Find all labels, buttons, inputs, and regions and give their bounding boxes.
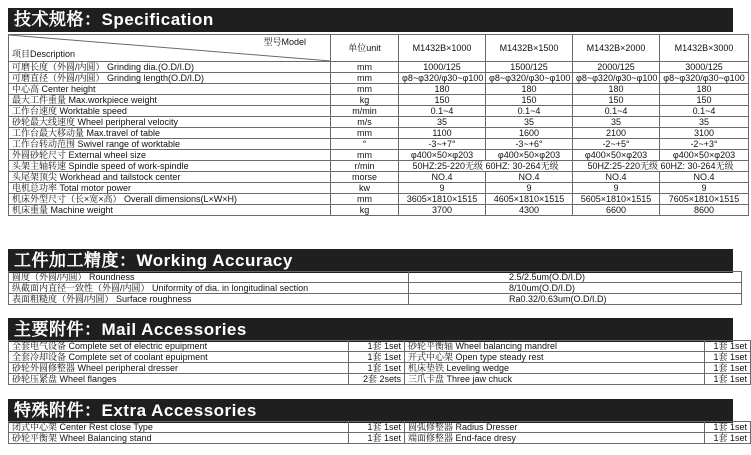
spec-description: 机床重量 Machine weight <box>9 205 331 216</box>
spec-value: 150 <box>399 95 486 106</box>
spec-unit: kg <box>331 95 399 106</box>
spec-unit: kg <box>331 205 399 216</box>
extra-section-header: 特殊附件：Extra Accessories <box>8 399 733 423</box>
accessory-right-item: 机床垫铁 Leveling wedge <box>405 363 705 374</box>
spec-value: 35 <box>660 117 749 128</box>
spec-row <box>9 95 749 106</box>
spec-value: φ400×50×φ203 <box>573 150 660 161</box>
spec-value: 35 <box>399 117 486 128</box>
spec-description: 头架主轴转速 Spindle speed of work-spindle <box>9 161 331 172</box>
spec-row <box>9 117 749 128</box>
spec-description: 可磨直径（外圆/内圆） Grinding length(O.D/I.D) <box>9 73 331 84</box>
spec-value: NO.4 <box>486 172 573 183</box>
spec-header-row <box>9 35 749 62</box>
spec-unit: m/s <box>331 117 399 128</box>
spec-table <box>8 34 749 216</box>
spec-value: NO.4 <box>573 172 660 183</box>
accessory-right-item: 砂轮平衡轴 Wheel balancing mandrel <box>405 341 705 352</box>
header-model-3: M1432B×2000 <box>573 35 660 62</box>
spec-value: 150 <box>486 95 573 106</box>
extra-accessories-table <box>8 421 751 444</box>
spec-row <box>9 194 749 205</box>
spec-unit: morse <box>331 172 399 183</box>
spec-description: 工作台转动范围 Swivel range of worktable <box>9 139 331 150</box>
spec-description: 头尾架顶尖 Workhead and tailstock center <box>9 172 331 183</box>
accuracy-value: Ra0.32/0.63um(O.D/I.D) <box>409 294 742 305</box>
accessory-right-qty: 1套 1set <box>705 352 751 363</box>
spec-row <box>9 62 749 73</box>
accuracy-value: 8/10um(O.D/I.D) <box>409 283 742 294</box>
spec-description: 可磨长度（外圆/内圆） Grinding dia.(O.D/I.D) <box>9 62 331 73</box>
spec-value: 2000/125 <box>573 62 660 73</box>
accessory-right-item: 端面修整器 End-face dresy <box>405 433 705 444</box>
spec-row <box>9 106 749 117</box>
mail-section-header: 主要附件：Mail Accessories <box>8 318 733 342</box>
accessory-left-qty: 1套 1set <box>349 422 405 433</box>
accessory-left-item: 全套电气设备 Complete set of electric epuipment <box>9 341 349 352</box>
spec-value: 3700 <box>399 205 486 216</box>
spec-value: -2~+5° <box>573 139 660 150</box>
spec-row <box>9 150 749 161</box>
spec-description: 工作台最大移动量 Max.travel of table <box>9 128 331 139</box>
accessory-left-qty: 2套 2sets <box>349 374 405 385</box>
spec-value: 6600 <box>573 205 660 216</box>
spec-unit: m/min <box>331 106 399 117</box>
spec-section-header: 技术规格：Specification <box>8 8 733 32</box>
spec-unit: ° <box>331 139 399 150</box>
spec-value: 7605×1810×1515 <box>660 194 749 205</box>
spec-value: 9 <box>399 183 486 194</box>
spec-description: 外圆砂轮尺寸 External wheel size <box>9 150 331 161</box>
spec-description: 工作台速度 Worktable speed <box>9 106 331 117</box>
spec-header-diagonal-cell <box>9 35 331 62</box>
spec-value: -2~+3° <box>660 139 749 150</box>
accessory-left-item: 砂轮外圆修整器 Wheel peripheral dresser <box>9 363 349 374</box>
spec-value: φ400×50×φ203 <box>486 150 573 161</box>
accessory-left-item: 全套冷却设备 Complete set of coolant epuipment <box>9 352 349 363</box>
spec-value: φ400×50×φ203 <box>660 150 749 161</box>
spec-unit: r/min <box>331 161 399 172</box>
spec-unit: mm <box>331 73 399 84</box>
header-model-2: M1432B×1500 <box>486 35 573 62</box>
spec-value: NO.4 <box>399 172 486 183</box>
accessory-row <box>9 363 751 374</box>
spec-value: φ8~φ320/φ30~φ100 <box>486 73 573 84</box>
accessory-row <box>9 341 751 352</box>
header-model-label: 型号Model <box>263 37 306 47</box>
spec-unit: kw <box>331 183 399 194</box>
accuracy-value: 2.5/2.5um(O.D/I.D) <box>409 272 742 283</box>
accessory-row <box>9 352 751 363</box>
spec-value: 1600 <box>486 128 573 139</box>
accessory-left-qty: 1套 1set <box>349 341 405 352</box>
spec-row <box>9 73 749 84</box>
mail-accessories-table <box>8 340 751 385</box>
accuracy-table <box>8 271 742 305</box>
spec-value-merged: 50HZ:25-220无级 60HZ: 30-264无级 <box>573 161 749 172</box>
header-unit-label: 单位unit <box>331 35 399 62</box>
spec-value: φ8~φ320/φ30~φ100 <box>573 73 660 84</box>
spec-value: 9 <box>573 183 660 194</box>
accuracy-row <box>9 294 742 305</box>
spec-value: 3000/125 <box>660 62 749 73</box>
accuracy-description: 圆度（外圆/内圆） Roundness <box>9 272 409 283</box>
accessory-row <box>9 374 751 385</box>
header-model-1: M1432B×1000 <box>399 35 486 62</box>
spec-row <box>9 205 749 216</box>
accuracy-description: 纵截面内直径一致性（外圆/内圆） Uniformity of dia. in longitudinal section <box>9 283 409 294</box>
accessory-right-qty: 1套 1set <box>705 433 751 444</box>
spec-row <box>9 128 749 139</box>
accessory-right-qty: 1套 1set <box>705 422 751 433</box>
spec-unit: mm <box>331 128 399 139</box>
spec-description: 中心高 Center height <box>9 84 331 95</box>
spec-value: 180 <box>399 84 486 95</box>
spec-value: 0.1~4 <box>660 106 749 117</box>
spec-row <box>9 172 749 183</box>
spec-value: 3605×1810×1515 <box>399 194 486 205</box>
spec-value: 180 <box>486 84 573 95</box>
spec-value: 150 <box>660 95 749 106</box>
spec-value: 180 <box>573 84 660 95</box>
spec-row <box>9 84 749 95</box>
accuracy-description: 表面粗糙度（外圆/内圆） Surface roughness <box>9 294 409 305</box>
spec-value: 35 <box>573 117 660 128</box>
spec-value: 1100 <box>399 128 486 139</box>
spec-value-merged: 50HZ:25-220无级 60HZ: 30-264无级 <box>399 161 573 172</box>
spec-value: 0.1~4 <box>486 106 573 117</box>
spec-description: 最大工件重量 Max.workpiece weight <box>9 95 331 106</box>
accuracy-section-header: 工件加工精度：Working Accuracy <box>8 249 733 273</box>
spec-value: 2100 <box>573 128 660 139</box>
spec-unit: mm <box>331 194 399 205</box>
spec-description: 机床外型尺寸（长×宽×高） Overall dimensions(L×W×H) <box>9 194 331 205</box>
spec-row <box>9 139 749 150</box>
spec-value: 180 <box>660 84 749 95</box>
spec-value: -3~+7° <box>399 139 486 150</box>
spec-value: 3100 <box>660 128 749 139</box>
spec-value: 8600 <box>660 205 749 216</box>
accessory-right-qty: 1套 1set <box>705 363 751 374</box>
accessory-right-item: 三爪卡盘 Three jaw chuck <box>405 374 705 385</box>
spec-value: 5605×1810×1515 <box>573 194 660 205</box>
accessory-right-item: 圆弧修整器 Radius Dresser <box>405 422 705 433</box>
spec-value: 1000/125 <box>399 62 486 73</box>
spec-description: 砂轮最大线速度 Wheel peripheral velocity <box>9 117 331 128</box>
accessory-row <box>9 433 751 444</box>
spec-description: 电机总功率 Total motor power <box>9 183 331 194</box>
accuracy-row <box>9 283 742 294</box>
spec-value: 0.1~4 <box>573 106 660 117</box>
spec-unit: mm <box>331 150 399 161</box>
spec-value: 0.1~4 <box>399 106 486 117</box>
spec-value: 9 <box>660 183 749 194</box>
accessory-left-qty: 1套 1set <box>349 433 405 444</box>
accessory-left-qty: 1套 1set <box>349 363 405 374</box>
accessory-left-qty: 1套 1set <box>349 352 405 363</box>
spec-value: 4605×1810×1515 <box>486 194 573 205</box>
accessory-row <box>9 422 751 433</box>
accessory-left-item: 砂轮压紧盘 Wheel flanges <box>9 374 349 385</box>
header-item-label: 项目Description <box>12 49 76 59</box>
spec-row <box>9 183 749 194</box>
accessory-left-item: 砂轮平衡架 Wheel Balancing stand <box>9 433 349 444</box>
spec-value: 35 <box>486 117 573 128</box>
spec-row <box>9 161 749 172</box>
accessory-right-item: 开式中心架 Open type steady rest <box>405 352 705 363</box>
spec-value: φ8~φ320/φ30~φ100 <box>399 73 486 84</box>
spec-unit: mm <box>331 62 399 73</box>
accessory-right-qty: 1套 1set <box>705 341 751 352</box>
spec-value: NO.4 <box>660 172 749 183</box>
header-model-4: M1432B×3000 <box>660 35 749 62</box>
spec-value: 1500/125 <box>486 62 573 73</box>
accuracy-row <box>9 272 742 283</box>
spec-value: 150 <box>573 95 660 106</box>
spec-unit: mm <box>331 84 399 95</box>
spec-value: φ400×50×φ203 <box>399 150 486 161</box>
spec-value: -3~+6° <box>486 139 573 150</box>
accessory-left-item: 闭式中心架 Center Rest close Type <box>9 422 349 433</box>
spec-value: 9 <box>486 183 573 194</box>
spec-value: φ8~φ320/φ30~φ100 <box>660 73 749 84</box>
spec-value: 4300 <box>486 205 573 216</box>
accessory-right-qty: 1套 1set <box>705 374 751 385</box>
